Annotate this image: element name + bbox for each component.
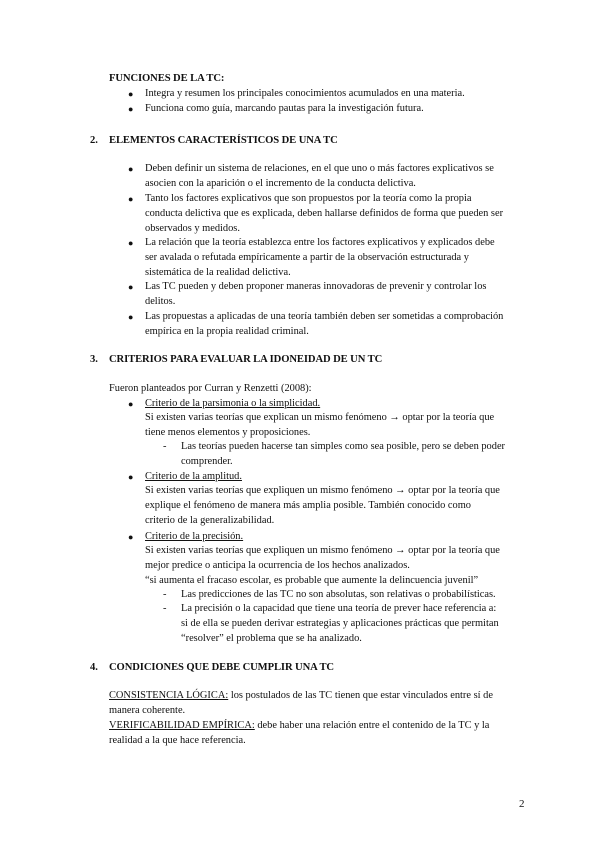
bullet-icon: ●	[128, 532, 134, 542]
line: La relación que la teoría establezca entre los factores explicativos y explicados debe	[145, 237, 495, 248]
bullet-icon: ●	[128, 89, 134, 99]
line: comprender.	[181, 456, 233, 467]
line: tiene menos elementos y proposiciones.	[145, 427, 311, 438]
bullet-icon: ●	[128, 472, 134, 482]
section2-item-3	[145, 235, 495, 280]
consistencia-block	[109, 688, 493, 718]
criterion-1-text	[145, 410, 494, 440]
dash-icon: -	[163, 603, 167, 614]
section2-item-1	[145, 161, 494, 191]
line: observados y medidos.	[145, 223, 240, 234]
line: mejor predice o anticipa la ocurrencia de los hechos analizados.	[145, 560, 410, 571]
section2-item-2	[145, 191, 503, 236]
section2-number: 2.	[90, 135, 98, 146]
line: delitos.	[145, 296, 176, 307]
line: Las propuestas a aplicadas de una teoría también deben ser sometidas a comprobación	[145, 311, 504, 322]
section4-title: CONDICIONES QUE DEBE CUMPLIR UNA TC	[109, 662, 334, 673]
line: sistemática de la realidad delictiva.	[145, 267, 291, 278]
funciones-item-2: Funciona como guía, marcando pautas para la investigación futura.	[145, 103, 424, 114]
line: Si existen varias teorías que expliquen un mismo fenómeno → optar por la teoría que	[145, 485, 500, 496]
bullet-icon: ●	[128, 312, 134, 322]
line: Si existen varias teorías que expliquen un mismo fenómeno → optar por la teoría que	[145, 545, 500, 556]
verificabilidad-text: debe haber una relación entre el contenido de la TC y la	[254, 720, 490, 731]
criterion-2-title: Criterio de la amplitud.	[145, 471, 242, 482]
criterion-3-title: Criterio de la precisión.	[145, 531, 244, 542]
bullet-icon: ●	[128, 282, 134, 292]
verificabilidad-label: VERIFICABILIDAD EMPÍRICA:	[109, 720, 255, 731]
section4-number: 4.	[90, 662, 98, 673]
line: manera coherente.	[109, 705, 186, 716]
line: si de ella se pueden derivar estrategias y aplicaciones prácticas que permitan	[181, 618, 499, 629]
line: realidad a la que hace referencia.	[109, 735, 246, 746]
section3-title: CRITERIOS PARA EVALUAR LA IDONEIDAD DE UN TC	[109, 354, 383, 365]
page-number: 2	[519, 798, 525, 810]
line: criterio de la generalizabilidad.	[145, 515, 275, 526]
funciones-item-1: Integra y resumen los principales conocimientos acumulados en una materia.	[145, 88, 465, 99]
line: La precisión o la capacidad que tiene una teoría de prever hace referencia a:	[181, 603, 497, 614]
bullet-icon: ●	[128, 104, 134, 114]
line: Las TC pueden y deben proponer maneras innovadoras de prevenir y controlar los	[145, 281, 487, 292]
verificabilidad-block	[109, 718, 489, 748]
line: “si aumenta el fracaso escolar, es probable que aumente la delincuencia juvenil”	[145, 575, 479, 586]
consistencia-label: CONSISTENCIA LÓGICA:	[109, 690, 229, 701]
line: Si existen varias teorías que explican un mismo fenómeno → optar por la teoría que	[145, 412, 495, 423]
line: conducta delictiva que es explicada, deben hallarse definidos de forma que pueden ser	[145, 208, 504, 219]
dash-icon: -	[163, 589, 167, 600]
criterion-3-sub-1: Las predicciones de las TC no son absolutas, son relativas o probabilísticas.	[181, 589, 496, 600]
line: explique el fenómeno de manera más amplia posible. También conocido como	[145, 500, 471, 511]
line: asocien con la aparición o el incremento de la conducta delictiva.	[145, 178, 416, 189]
line: “resolver” el problema que se ha analizado.	[181, 633, 362, 644]
section3-intro: Fueron planteados por Curran y Renzetti (2008):	[109, 383, 312, 394]
section2-item-5	[145, 309, 503, 339]
line	[109, 718, 489, 733]
bullet-icon: ●	[128, 238, 134, 248]
criterion-3-sub-2	[181, 601, 499, 646]
line: Deben definir un sistema de relaciones, en el que uno o más factores explicativos se	[145, 163, 494, 174]
line	[109, 688, 493, 703]
line: Tanto los factores explicativos que son propuestos por la teoría como la propia	[145, 193, 472, 204]
bullet-icon: ●	[128, 399, 134, 409]
bullet-icon: ●	[128, 194, 134, 204]
line: Las teorías pueden hacerse tan simples como sea posible, pero se deben poder	[181, 441, 506, 452]
criterion-1-title: Criterio de la parsimonia o la simplicidad.	[145, 398, 321, 409]
criterion-3-text	[145, 543, 500, 588]
section2-title: ELEMENTOS CARACTERÍSTICOS DE UNA TC	[109, 135, 338, 146]
dash-icon: -	[163, 441, 167, 452]
funciones-title: FUNCIONES DE LA TC:	[109, 73, 225, 84]
consistencia-text: los postulados de las TC tienen que estar vinculados entre sí de	[228, 690, 493, 701]
section3-number: 3.	[90, 354, 98, 365]
section2-item-4	[145, 279, 486, 309]
criterion-1-sub	[181, 439, 505, 469]
bullet-icon: ●	[128, 164, 134, 174]
line: ser avalada o refutada empíricamente a partir de la observación estructurada y	[145, 252, 469, 263]
criterion-2-text	[145, 483, 500, 528]
line: empírica en la propia realidad criminal.	[145, 326, 309, 337]
